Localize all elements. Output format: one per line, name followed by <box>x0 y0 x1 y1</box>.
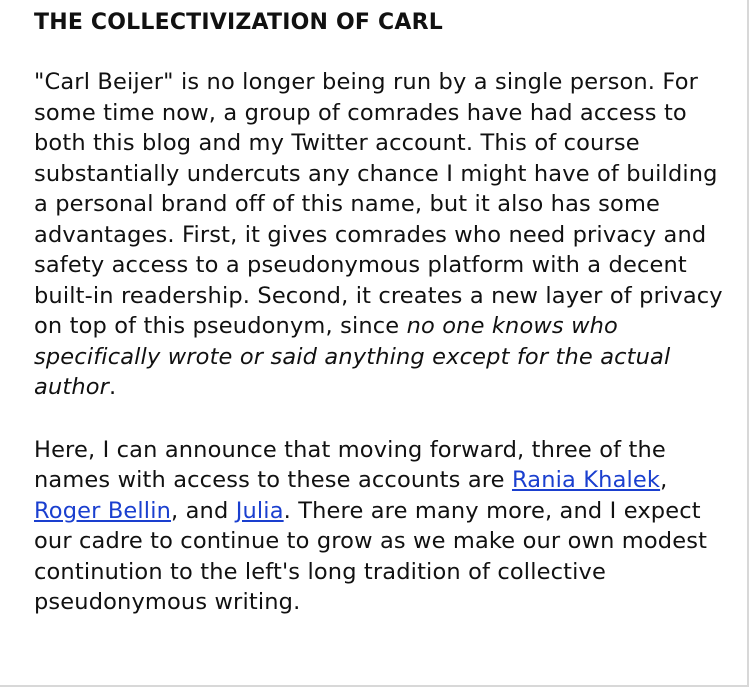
announcement-text: Here, I can announce that moving forward, three of the names with access to these accounts are <box>34 436 666 493</box>
paragraph-announcement <box>34 435 724 618</box>
intro-text: "Carl Beijer" is no longer being run by a single person. For some time now, a group of comrades have had access to both this blog and my Twitter account. This of course substantially undercuts any chance I might have of building a personal brand off of this name, but it also has some advantages. First, it gives comrades who need privacy and safety access to a pseudonymous platform with a decent built-in readership. Second, it creates a new layer of privacy on top of this pseudonym, since <box>34 69 723 339</box>
separator-1: , <box>660 467 668 493</box>
separator-2: , and <box>171 497 236 524</box>
link-julia[interactable]: Julia <box>235 497 284 524</box>
link-rania-khalek[interactable]: Rania Khalek <box>511 467 661 493</box>
link-roger-bellin[interactable]: Roger Bellin <box>34 497 172 524</box>
article <box>34 7 724 618</box>
article-title: THE COLLECTIVIZATION OF CARL <box>34 10 443 35</box>
announcement-text-end: . There are many more, and I expect our cadre to continue to grow as we make our own modest continution to the left's long tradition of collective pseudonymous writing. <box>34 497 708 615</box>
intro-text-end: . <box>109 374 117 400</box>
intro-italic-text: no one knows who specifically wrote or said anything except for the actual author <box>34 313 671 400</box>
paragraph-intro <box>34 67 724 403</box>
